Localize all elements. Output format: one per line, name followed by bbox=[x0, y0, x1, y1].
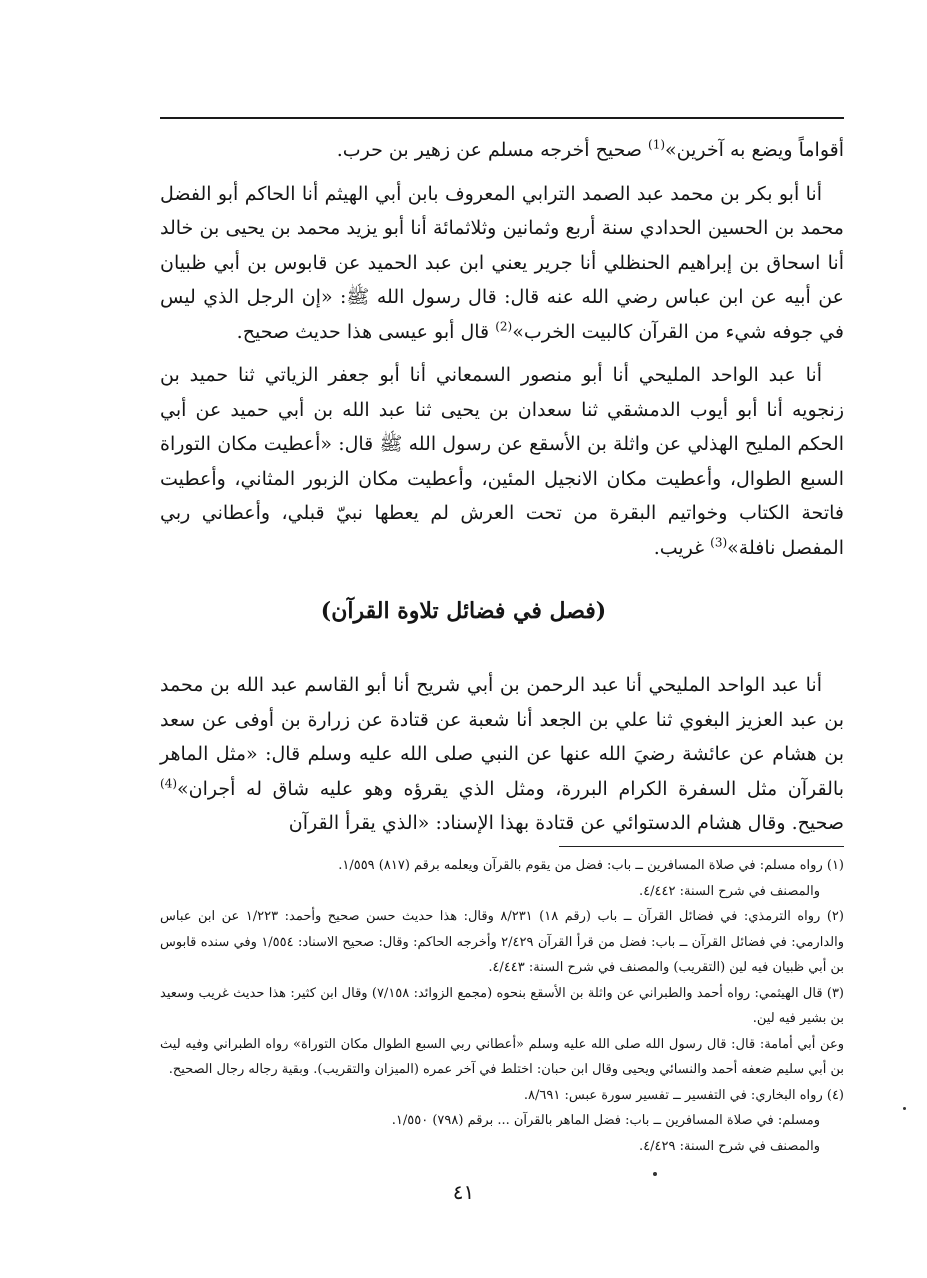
footnote-marker: (3) bbox=[710, 535, 728, 550]
paragraph-continuation: أقواماً ويضع به آخرين»$^{(1)}$ صحيح أخرجه مسلم عن زهير بن حرب. bbox=[336, 137, 844, 161]
paragraph-ibn-abbas-hadith: أنا أبو بكر بن محمد عبد الصمد الترابي المعروف بابن أبي الهيثم أنا الحاكم أبو الفضل محمد بن الحسين الحدادي سنة أربع وثمانين وثلاثمائة أنا أبو يزيد محمد بن يحيى بن خالد أنا اسحاق بن إبراهيم الحنظلي أنا جرير يعني ابن عبد الحميد عن قابوس بن أبي ظبيان عن أبيه عن ابن عباس رضي الله عنه قال: قال رسول الله ﷺ: «إن الرجل الذي ليس في جوفه شيء من القرآن كالبيت الخرب»$^{(2)}$ قال أبو عيسى هذا حديث صحيح. bbox=[160, 182, 844, 343]
footnotes bbox=[160, 853, 844, 1159]
paragraph-aisha-hadith: أنا عبد الواحد المليحي أنا عبد الرحمن بن أبي شريح أنا أبو القاسم عبد الله بن محمد بن عبد العزيز البغوي ثنا علي بن الجعد أنا شعبة عن قتادة عن زرارة بن أوفى عن سعد بن هشام عن عائشة رضيَ الله عنها عن النبي صلى الله عليه وسلم قال: «مثل الماهر بالقرآن مثل السفرة الكرام البررة، ومثل الذي يقرؤه وهو عليه شاق له أجران»$^{(4)}$ صحيح. وقال هشام الدستوائي عن قتادة بهذا الإسناد: «الذي يقرأ القرآن bbox=[160, 674, 844, 834]
section-heading: (فصل في فضائل تلاوة القرآن) bbox=[320, 598, 607, 624]
footnote-1-cont: والمصنف في شرح السنة: ٤/٤٤٢. bbox=[639, 883, 820, 899]
paragraph-wathila-hadith: أنا عبد الواحد المليحي أنا أبو منصور السمعاني أنا أبو جعفر الزياتي ثنا حميد بن زنجويه أنا أبو أيوب الدمشقي ثنا سعدان بن يحيى ثنا عبد الله بن أبي حميد عن أبي الحكم المليح الهذلي عن واثلة بن الأسقع عن رسول الله ﷺ قال: «أعطيت مكان التوراة السبع الطوال، وأعطيت مكان الانجيل المئين، وأعطيت مكان الزبور المثاني، وأعطيت فاتحة الكتاب وخواتيم البقرة من تحت العرش لم يعطها نبيّ قبلي، وأعطاني ربي المفصل نافلة»$^{(3)}$ غريب. bbox=[160, 364, 844, 559]
footnote-2: (٢) رواه الترمذي: في فضائل القرآن ــ باب (رقم ١٨) ٨/٢٣١ وقال: هذا حديث حسن صحيح وأحمد: ١/٢٢٣ عن ابن عباس والدارمي: في فضائل القرآن ــ باب: فضل من قرأ القرآن ٢/٤٢٩ وأخرجه الحاكم: وقال: صحيح الاسناد: ١/٥٥٤ وفي سنده قابوس بن أبي ظبيان فيه لين (التقريب) والمصنف في شرح السنة: ٤/٤٤٣. bbox=[160, 909, 844, 975]
footnote-4-cont-musannif: والمصنف في شرح السنة: ٤/٤٢٩. bbox=[639, 1138, 820, 1154]
footnote-rule bbox=[559, 846, 844, 847]
footnote-1: (١) رواه مسلم: في صلاة المسافرين ــ باب: فضل من يقوم بالقرآن ويعلمه برقم (٨١٧) ١/٥٥٩. bbox=[338, 858, 844, 873]
footnote-marker: (2) bbox=[495, 319, 513, 334]
scan-speck bbox=[903, 1107, 906, 1110]
footnote-4: (٤) رواه البخاري: في التفسير ــ تفسير سورة عبس: ٨/٦٩١. bbox=[523, 1087, 844, 1103]
footnote-marker: (1) bbox=[648, 137, 666, 152]
footnote-3: (٣) قال الهيثمي: رواه أحمد والطبراني عن واثلة بن الأسقع بنحوه (مجمع الزوائد: ٧/١٥٨) وقال ابن كثير: هذا حديث غريب وسعيد بن بشير فيه لين. bbox=[160, 985, 844, 1026]
scan-speck bbox=[653, 1172, 657, 1176]
page-number: ٤١ bbox=[452, 1180, 475, 1204]
footnote-marker: (4) bbox=[160, 776, 178, 791]
main-text-top bbox=[160, 133, 844, 565]
footnote-4-cont-muslim: ومسلم: في صلاة المسافرين ــ باب: فضل الماهر بالقرآن ... برقم (٧٩٨) ١/٥٥٠. bbox=[391, 1113, 820, 1128]
footnote-3-extra: وعن أبي أمامة: قال: قال رسول الله صلى الله عليه وسلم «أعطاني ربي السبع الطوال مكان التوراة» رواه الطبراني وفيه ليث بن أبي سليم ضعفه أحمد والنسائي ويحيى وقال ابن حبان: اختلط في آخر عمره (الميزان والتقريب). وبقية رجاله رجال الصحيح. bbox=[160, 1036, 844, 1077]
main-text-bottom bbox=[160, 668, 844, 841]
top-rule bbox=[160, 117, 844, 119]
